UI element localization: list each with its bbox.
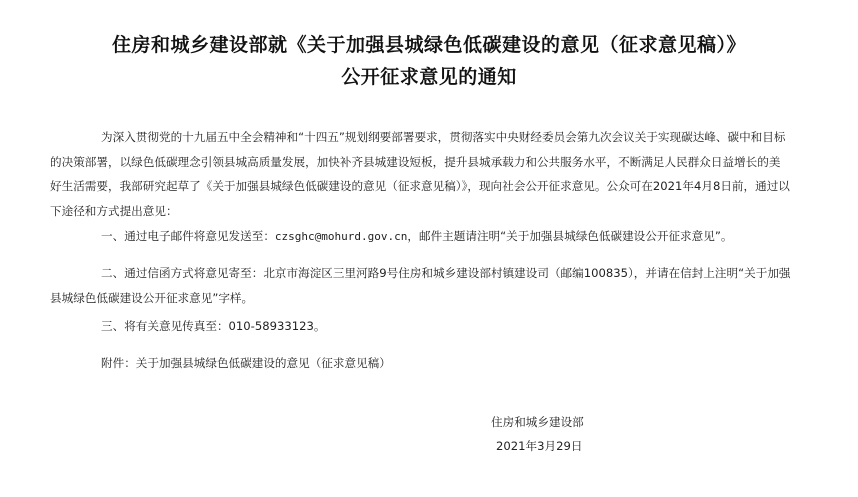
intro-paragraph: 为深入贯彻党的十九届五中全会精神和“十四五”规划纲要部署要求，贯彻落实中央财经委员会第九次会议关于实现碳达峰、碳中和目标的决策部署，以绿色低碳理念引领县城高质量发展，加快补齐县城建设短板，提升县城承载力和公共服务水平，不断满足人民群众日益增长的美好生活需要，我部研究起草了《关于加强县城绿色低碳建设的意见（征求意见稿）》，现向社会公开征求意见。公众可在2021年4月8日前，通过以下途径和方式提出意见： [50, 130, 790, 218]
mail-item: 二、通过信函方式将意见寄至：北京市海淀区三里河路9号住房和城乡建设部村镇建设司（邮编100835），并请在信封上注明“关于加强县城绿色低碳建设公开征求意见”字样。 [50, 266, 791, 305]
attachment-link[interactable]: 附件：关于加强县城绿色低碳建设的意见（征求意见稿） [101, 356, 391, 370]
email-item [101, 224, 791, 250]
email-address-link[interactable]: czsghc@mohurd.gov.cn [274, 230, 408, 243]
fax-item: 三、将有关意见传真至：010-58933123。 [101, 319, 326, 333]
email-item-prefix: 一、通过电子邮件将意见发送至： [101, 229, 275, 243]
document-subtitle: 公开征求意见的通知 [341, 66, 517, 88]
signature-date: 2021年3月29日 [496, 439, 583, 453]
document-title: 住房和城乡建设部就《关于加强县城绿色低碳建设的意见（征求意见稿）》 [111, 34, 746, 56]
signature-org: 住房和城乡建设部 [491, 415, 584, 429]
email-item-suffix: ，邮件主题请注明“关于加强县城绿色低碳建设公开征求意见”。 [407, 229, 733, 243]
